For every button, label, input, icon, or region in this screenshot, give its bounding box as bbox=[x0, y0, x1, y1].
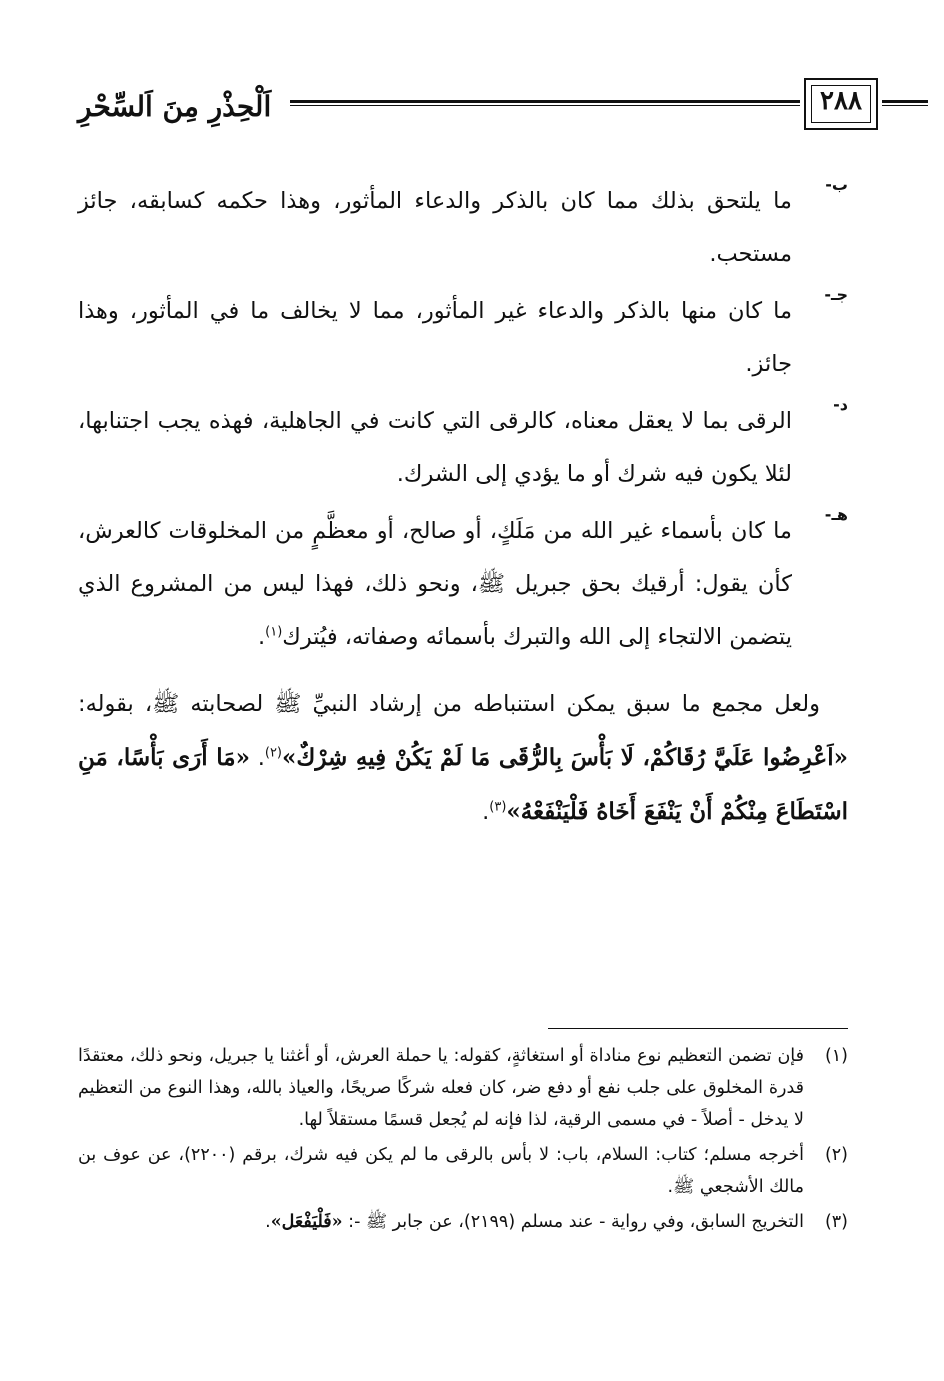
footnotes bbox=[78, 1040, 848, 1238]
footnote-ref[interactable]: (٢) bbox=[264, 745, 282, 761]
footnote-text: فإن تضمن التعظيم نوع مناداة أو استغاثةٍ، كقوله: يا حملة العرش، أو أغثنا يا جبريل، ونحو ذلك، معتقدًا قدرة المخلوق على جلب نفع أو دفع ضر، كان فعله شركًا صريحًا، والعياذ بالله، وهذا النوع من التعظيم لا يدخل - أصلاً - في مسمى الرقية، لذا فإنه لم يُجعل قسمًا مستقلاً لها. bbox=[78, 1046, 804, 1130]
list-item-label: ب- bbox=[825, 175, 848, 194]
footnote-separator bbox=[548, 1028, 848, 1029]
page-header bbox=[78, 78, 862, 158]
footnote-number: (٣) bbox=[824, 1212, 848, 1232]
main-text bbox=[78, 175, 848, 839]
footnote-quote: «فَلْيَفْعَل» bbox=[270, 1212, 343, 1232]
footnote-ref[interactable]: (٣) bbox=[489, 799, 507, 815]
hadith-quote-1: «اَعْرِضُوا عَلَيَّ رُقَاكُمْ، لَا بَأْسَ بِالرُّقَى مَا لَمْ يَكُنْ فِيهِ شِرْكٌ» bbox=[282, 744, 848, 771]
list-item bbox=[78, 505, 848, 664]
footnote bbox=[78, 1040, 848, 1136]
list-item-text: ما كان منها بالذكر والدعاء غير المأثور، مما لا يخالف ما في المأثور، وهذا جائز. bbox=[78, 298, 792, 377]
list-item-text: ما يلتحق بذلك مما كان بالذكر والدعاء المأثور، وهذا حكمه كسابقه، جائز مستحب. bbox=[78, 188, 792, 267]
footnote-number: (٢) bbox=[824, 1145, 848, 1165]
paragraph-intro: ولعل مجمع ما سبق يمكن استنباطه من إرشاد النبيِّ ﷺ لصحابته ﷺ، بقوله: bbox=[78, 691, 820, 717]
paragraph-end: . bbox=[482, 799, 490, 825]
page-number-frame bbox=[804, 78, 878, 130]
footnote bbox=[78, 1139, 848, 1203]
footnote bbox=[78, 1206, 848, 1238]
list-item bbox=[78, 285, 848, 391]
footnote-text bbox=[78, 1206, 804, 1238]
page-number: ٢٨٨ bbox=[820, 86, 862, 116]
book-title: اَلْحِذْرِ مِنَ اَلسِّحْرِ bbox=[78, 90, 272, 123]
header-rule-right bbox=[882, 100, 928, 106]
footnote-text-end: . bbox=[265, 1212, 271, 1232]
hadith-quote-2: «مَا أَرَى بَأْسًا، مَنِ اسْتَطَاعَ مِنْكُمْ أَنْ يَنْفَعَ أَخَاهُ فَلْيَنْفَعْهُ» bbox=[78, 744, 848, 825]
list-item-text-main: ما كان بأسماء غير الله من مَلَكٍ، أو صالح، أو معظَّمٍ من المخلوقات كالعرش، كأن يقول: أرقيك بحق جبريل ﷺ، ونحو ذلك، فهذا ليس من المشروع الذي يتضمن الالتجاء إلى الله والتبرك بأسمائه وصفاته، فيُترك bbox=[78, 518, 792, 650]
paragraph-mid: . bbox=[249, 745, 265, 771]
list-item bbox=[78, 395, 848, 501]
list-item-label: جـ- bbox=[824, 285, 848, 304]
footnote-text: أخرجه مسلم؛ كتاب: السلام، باب: لا بأس بالرقى ما لم يكن فيه شرك، برقم (٢٢٠٠)، عن عوف بن مالك الأشجعي ﷺ. bbox=[78, 1145, 804, 1197]
footnote-text-main: التخريج السابق، وفي رواية - عند مسلم (٢١٩٩)، عن جابر ﷺ -: bbox=[342, 1212, 804, 1232]
list-item-text: الرقى بما لا يعقل معناه، كالرقى التي كانت في الجاهلية، فهذه يجب اجتنابها، لئلا يكون فيه شرك أو ما يؤدي إلى الشرك. bbox=[78, 408, 792, 487]
list-item-label: د- bbox=[833, 395, 848, 414]
summary-paragraph bbox=[78, 678, 848, 839]
list-item-label: هـ- bbox=[824, 505, 848, 524]
list-item bbox=[78, 175, 848, 281]
list-item-text bbox=[78, 505, 792, 664]
footnote-number: (١) bbox=[824, 1046, 848, 1066]
header-rule-left bbox=[290, 100, 800, 106]
footnote-ref[interactable]: (١) bbox=[265, 624, 283, 640]
list-item-text-end: . bbox=[258, 624, 266, 650]
